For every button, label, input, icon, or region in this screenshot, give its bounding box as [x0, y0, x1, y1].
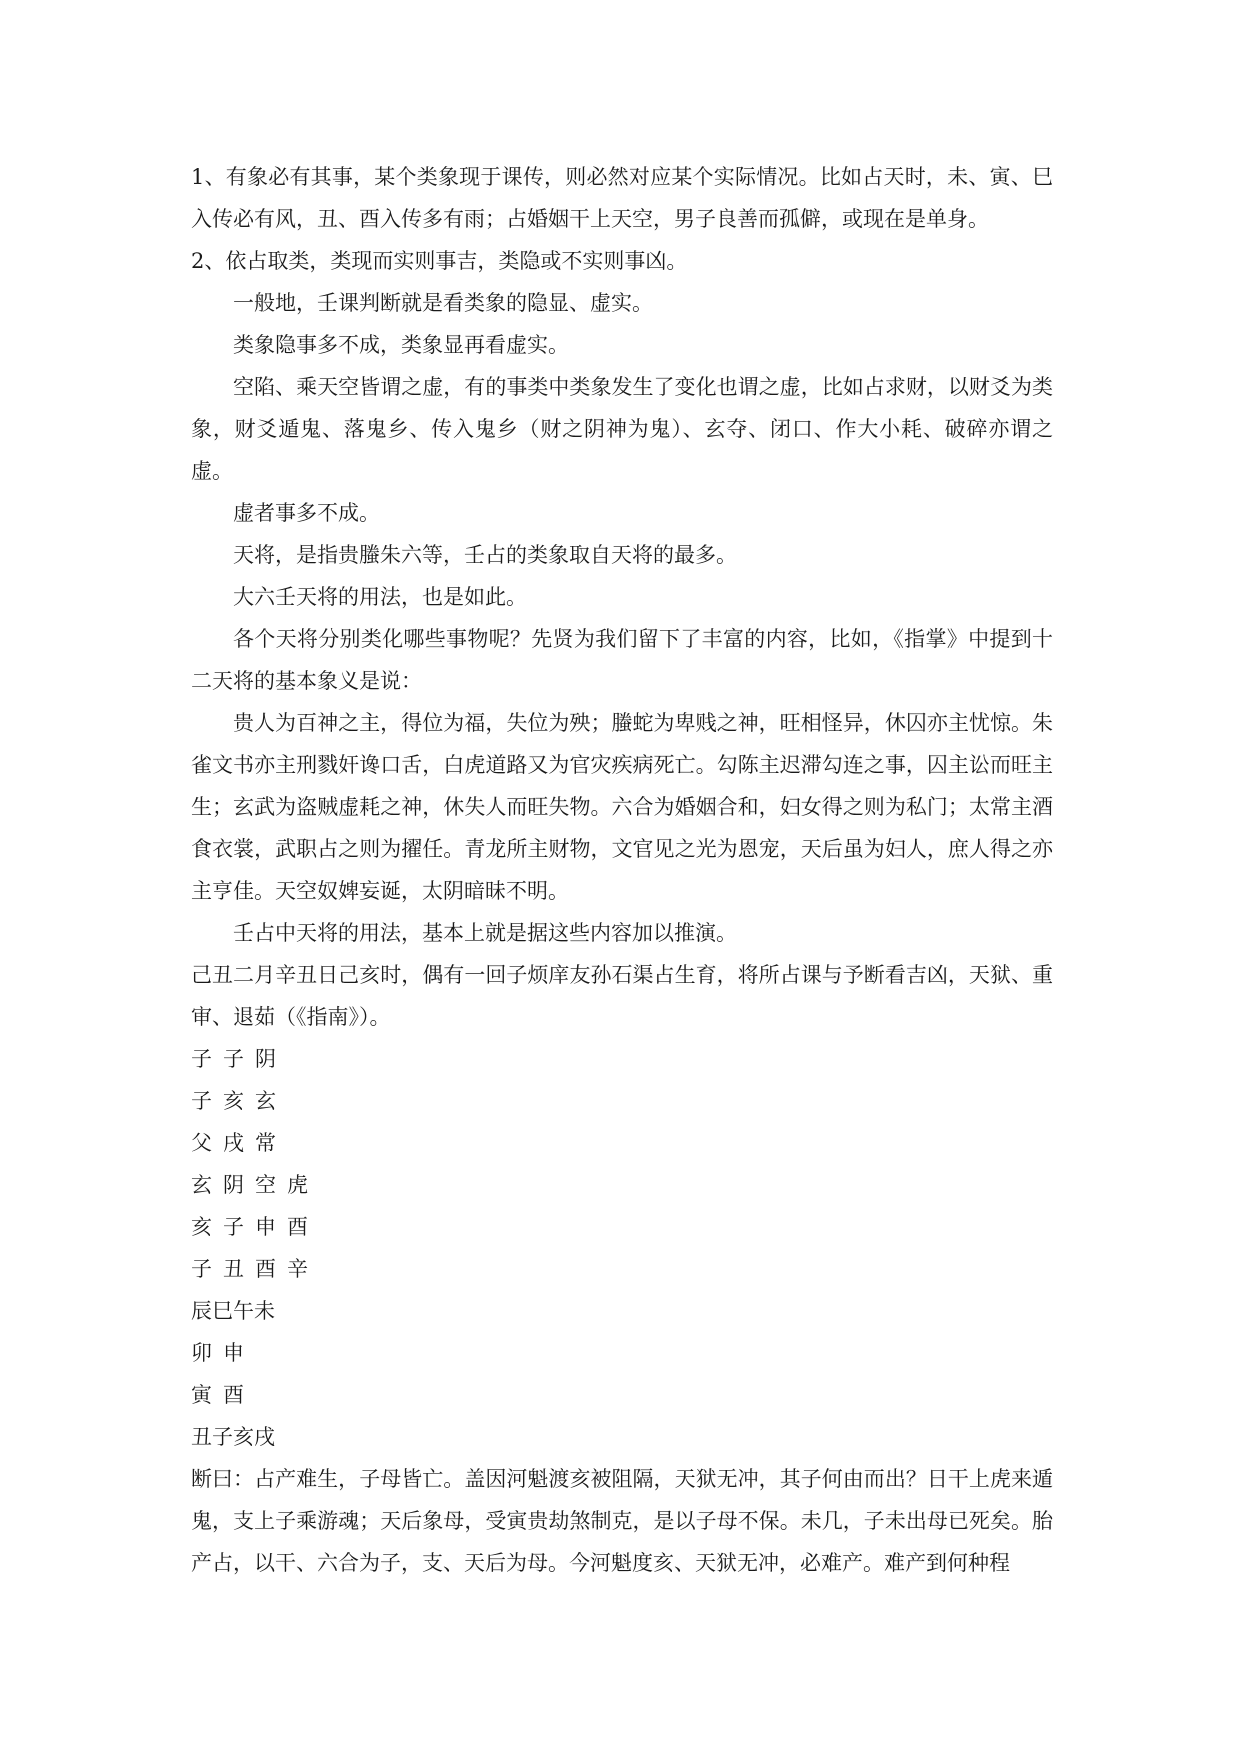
paragraph-10: 贵人为百神之主，得位为福，失位为殃；螣蛇为卑贱之神，旺相怪异，休囚亦主忧惊。朱雀文书亦主刑戮奸谗口舌，白虎道路又为官灾疾病死亡。勾陈主迟滞勾连之事，囚主讼而旺主生；玄武为盗贼虚耗之神，休失人而旺失物。六合为婚姻合和，妇女得之则为私门；太常主酒食衣裳，武职占之则为擢任。青龙所主财物，文官见之光为恩宠，天后虽为妇人，庶人得之亦主亨佳。天空奴婢妄诞，太阴暗昧不明。 — [191, 711, 1053, 903]
conclusion-paragraph: 断曰：占产难生，子母皆亡。盖因河魁渡亥被阻隔，天狱无冲，其子何由而出？日干上虎来遁鬼，支上子乘游魂；天后象母，受寅贵劫煞制克，是以子母不保。未几，子未出母已死矣。胎产占，以干、六合为子，支、天后为母。今河魁度亥、天狱无冲，必难产。难产到何种程 — [191, 1467, 1053, 1575]
document-page — [191, 156, 1053, 1584]
chart-line-7: 辰巳午未 — [191, 1299, 275, 1323]
paragraph-4: 类象隐事多不成，类象显再看虚实。 — [233, 333, 569, 357]
chart-line-10: 丑子亥戌 — [191, 1425, 275, 1449]
paragraph-12: 己丑二月辛丑日己亥时，偶有一回子烦庠友孙石渠占生育，将所占课与予断看吉凶，天狱、重审、退茹（《指南》）。 — [191, 963, 1053, 1029]
chart-line-8: 卯申 — [191, 1341, 255, 1365]
paragraph-7: 天将，是指贵螣朱六等，壬占的类象取自天将的最多。 — [233, 543, 737, 567]
chart-line-2: 子亥玄 — [191, 1089, 287, 1113]
paragraph-2: 2、依占取类，类现而实则事吉，类隐或不实则事凶。 — [191, 249, 688, 273]
chart-line-4: 玄阴空虎 — [191, 1173, 319, 1197]
paragraph-6: 虚者事多不成。 — [233, 501, 380, 525]
paragraph-11: 壬占中天将的用法，基本上就是据这些内容加以推演。 — [233, 921, 737, 945]
paragraph-9: 各个天将分别类化哪些事物呢？先贤为我们留下了丰富的内容，比如，《指掌》中提到十二天将的基本象义是说： — [191, 627, 1053, 693]
paragraph-1: 1、有象必有其事，某个类象现于课传，则必然对应某个实际情况。比如占天时，未、寅、巳入传必有风，丑、酉入传多有雨；占婚姻干上天空，男子良善而孤僻，或现在是单身。 — [191, 165, 1053, 231]
paragraph-5: 空陷、乘天空皆谓之虚，有的事类中类象发生了变化也谓之虚，比如占求财，以财爻为类象，财爻遁鬼、落鬼乡、传入鬼乡（财之阴神为鬼）、玄夺、闭口、作大小耗、破碎亦谓之虚。 — [191, 375, 1053, 483]
chart-lines — [191, 1038, 1053, 1458]
chart-line-1: 子子阴 — [191, 1047, 287, 1071]
chart-line-9: 寅酉 — [191, 1383, 255, 1407]
chart-line-5: 亥子申酉 — [191, 1215, 319, 1239]
chart-line-6: 子丑酉辛 — [191, 1257, 319, 1281]
paragraph-8: 大六壬天将的用法，也是如此。 — [233, 585, 527, 609]
chart-line-3: 父戌常 — [191, 1131, 287, 1155]
paragraph-3: 一般地，壬课判断就是看类象的隐显、虚实。 — [233, 291, 653, 315]
